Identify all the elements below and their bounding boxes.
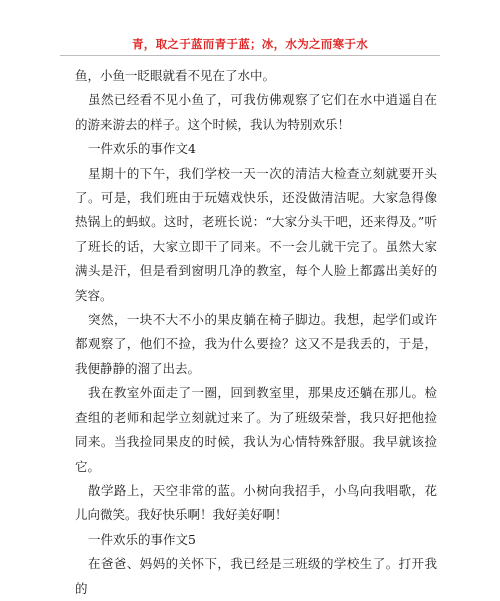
section-heading-4: 一件欢乐的事作文4 — [88, 141, 196, 157]
section-heading-5: 一件欢乐的事作文5 — [88, 531, 196, 547]
paragraph-6: 散学路上，天空非常的蓝。小树向我招手，小鸟向我唱歌，花儿向微笑。我好快乐啊！我好美好啊！ — [75, 482, 437, 523]
paragraph-2: 虽然已经看不见小鱼了，可我仿佛观察了它们在水中逍遥自在的游来游去的样子。这个时候，我认为特别欢乐！ — [75, 92, 437, 132]
paragraph-1: 鱼，小鱼一眨眼就看不见在了水中。 — [75, 68, 276, 83]
document-body — [75, 64, 437, 601]
paragraph-5: 我在教室外面走了一圈，回到教室里，那果皮还躺在那儿。检查组的老师和起学立刻就过来了。为了班级荣誉，我只好把他捡同来。当我捡同果皮的时候，我认为心情特殊舒服。我早就该捡它。 — [75, 385, 437, 474]
paragraph-3: 星期十的下午，我们学校一天一次的清洁大检查立刻就要开头了。可是，我们班由于玩嬉戏快乐，还没做清洁呢。大家急得像热锅上的蚂蚁。这时，老班长说：“大家分头干吧，还来得及。”听了班长的话，大家立即干了同来。不一会儿就干完了。虽然大家满头是汗，但是看到窗明几净的教室，每个人脸上都露出美好的笑容。 — [75, 165, 437, 303]
paragraph-4: 突然，一块不大不小的果皮躺在椅子脚边。我想，起学们或许都观察了，他们不捡，我为什么要捡？这又不是我丢的，于是，我便静静的溜了出去。 — [75, 312, 437, 376]
header-divider — [60, 55, 440, 56]
page-header-title: 青，取之于蓝而青于蓝；冰，水为之而寒于水 — [132, 37, 368, 51]
paragraph-7: 在爸爸、妈妈的关怀下，我已经是三班级的学校生了。打开我的 — [75, 556, 437, 596]
